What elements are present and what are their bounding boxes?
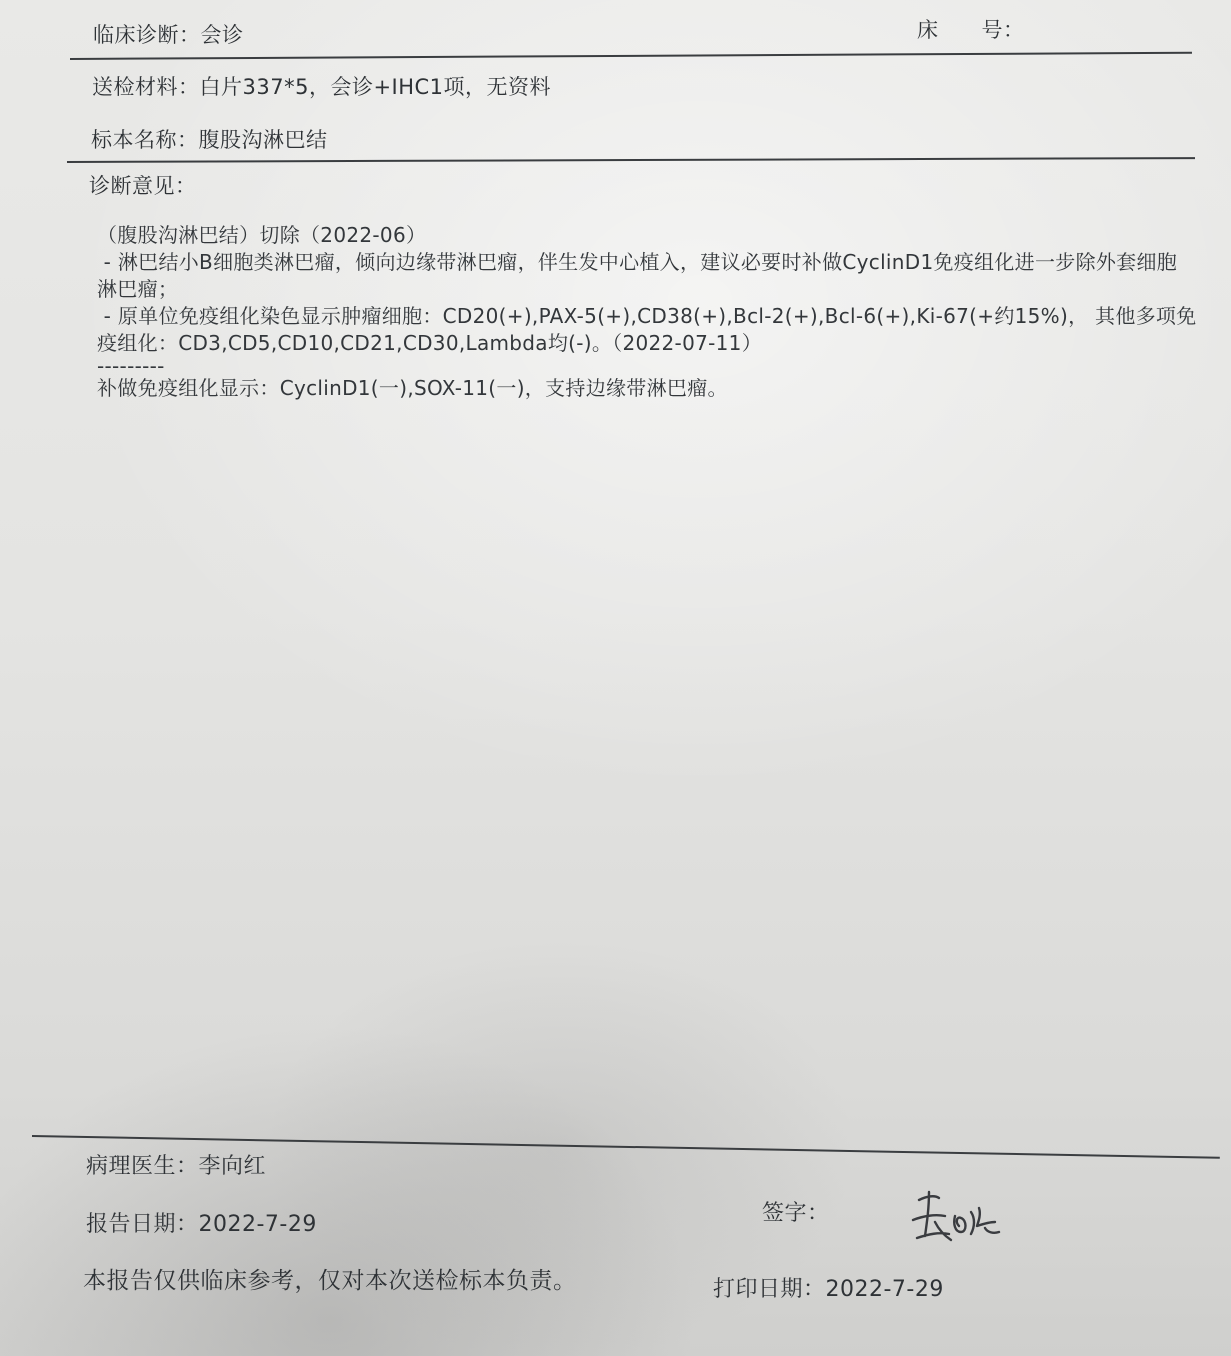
header-divider-top <box>70 52 1192 60</box>
print-date: 打印日期：2022-7-29 <box>713 1277 944 1302</box>
bed-number-label: 床 号： <box>917 18 1025 42</box>
clinical-diagnosis: 临床诊断：会诊 <box>93 23 244 47</box>
submitted-material: 送检材料：白片337*5，会诊+IHC1项，无资料 <box>92 75 552 99</box>
signature-image <box>905 1186 1005 1250</box>
diagnosis-line-ihc: - 原单位免疫组化染色显示肿瘤细胞：CD20(+),PAX-5(+),CD38(+),Bcl-2(+),Bcl-6(+),Ki-67(+约15%)， 其他多项免疫组化：CD3,CD5,CD10,CD21,CD30,Lambda均(-)。（2022-07-11） <box>97 304 1197 355</box>
disclaimer: 本报告仅供临床参考，仅对本次送检标本负责。 <box>83 1268 577 1294</box>
diagnosis-title: 诊断意见： <box>89 174 197 198</box>
diagnosis-line-conclusion: - 淋巴结小B细胞类淋巴瘤，倾向边缘带淋巴瘤，伴生发中心植入，建议必要时补做CyclinD1免疫组化进一步除外套细胞淋巴瘤； <box>97 250 1178 301</box>
diagnosis-line-specimen: （腹股沟淋巴结）切除（2022-06） <box>97 223 427 247</box>
diagnosis-line-supplement: 补做免疫组化显示：CyclinD1(一),SOX-11(一)，支持边缘带淋巴瘤。 <box>97 376 728 400</box>
diagnosis-separator: --------- <box>97 354 165 378</box>
report-date: 报告日期：2022-7-29 <box>86 1212 317 1237</box>
specimen-name: 标本名称：腹股沟淋巴结 <box>91 128 328 152</box>
signature-label: 签字： <box>762 1201 830 1226</box>
diagnosis-body <box>97 222 1197 402</box>
pathologist: 病理医生：李向红 <box>86 1154 267 1179</box>
header-divider-bottom <box>67 157 1195 163</box>
